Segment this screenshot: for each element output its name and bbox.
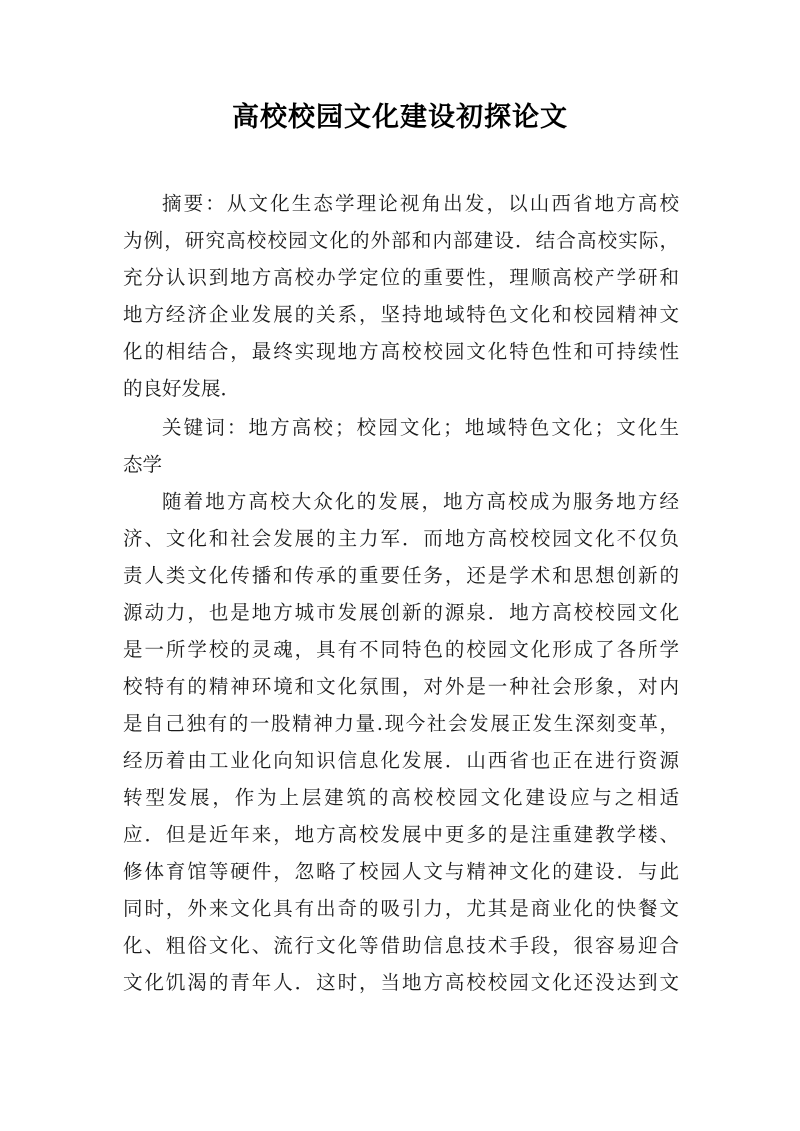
- abstract-line: 化的相结合，最终实现地方高校校园文化特色性和可持续性: [123, 340, 679, 363]
- abstract-line: 地方经济企业发展的关系，坚持地域特色文化和校园精神文: [123, 303, 679, 326]
- body-line: 应．但是近年来，地方高校发展中更多的是注重建教学楼、: [123, 823, 679, 846]
- body-line: 源动力，也是地方城市发展创新的源泉．地方高校校园文化: [123, 601, 679, 624]
- keywords-line: 态学: [123, 453, 163, 476]
- body-line: 校特有的精神环境和文化氛围，对外是一种社会形象，对内: [123, 675, 679, 698]
- abstract-line: 摘要：从文化生态学理论视角出发，以山西省地方高校: [162, 192, 679, 215]
- body-line: 同时，外来文化具有出奇的吸引力，尤其是商业化的快餐文: [123, 897, 679, 920]
- body-line: 化、粗俗文化、流行文化等借助信息技术手段，很容易迎合: [123, 934, 679, 957]
- abstract-line: 的良好发展．: [123, 377, 241, 400]
- body-line: 济、文化和社会发展的主力军．而地方高校校园文化不仅负: [123, 527, 679, 550]
- document-title: 高校校园文化建设初探论文: [232, 102, 568, 133]
- body-line: 责人类文化传播和传承的重要任务，还是学术和思想创新的: [123, 564, 679, 587]
- body-line: 随着地方高校大众化的发展，地方高校成为服务地方经: [162, 490, 679, 513]
- body-line: 修体育馆等硬件，忽略了校园人文与精神文化的建设．与此: [123, 860, 679, 883]
- keywords-line: 关键词：地方高校；校园文化；地域特色文化；文化生: [162, 416, 679, 439]
- body-line: 转型发展，作为上层建筑的高校校园文化建设应与之相适: [123, 786, 679, 809]
- body-line: 经历着由工业化向知识信息化发展．山西省也正在进行资源: [123, 749, 679, 772]
- body-line: 是自己独有的一股精神力量.现今社会发展正发生深刻变革，: [123, 712, 679, 735]
- abstract-line: 为例，研究高校校园文化的外部和内部建设．结合高校实际，: [123, 229, 679, 252]
- body-line: 文化饥渴的青年人．这时，当地方高校校园文化还没达到文: [123, 971, 679, 994]
- abstract-line: 充分认识到地方高校办学定位的重要性，理顺高校产学研和: [123, 266, 679, 289]
- body-line: 是一所学校的灵魂，具有不同特色的校园文化形成了各所学: [123, 638, 679, 661]
